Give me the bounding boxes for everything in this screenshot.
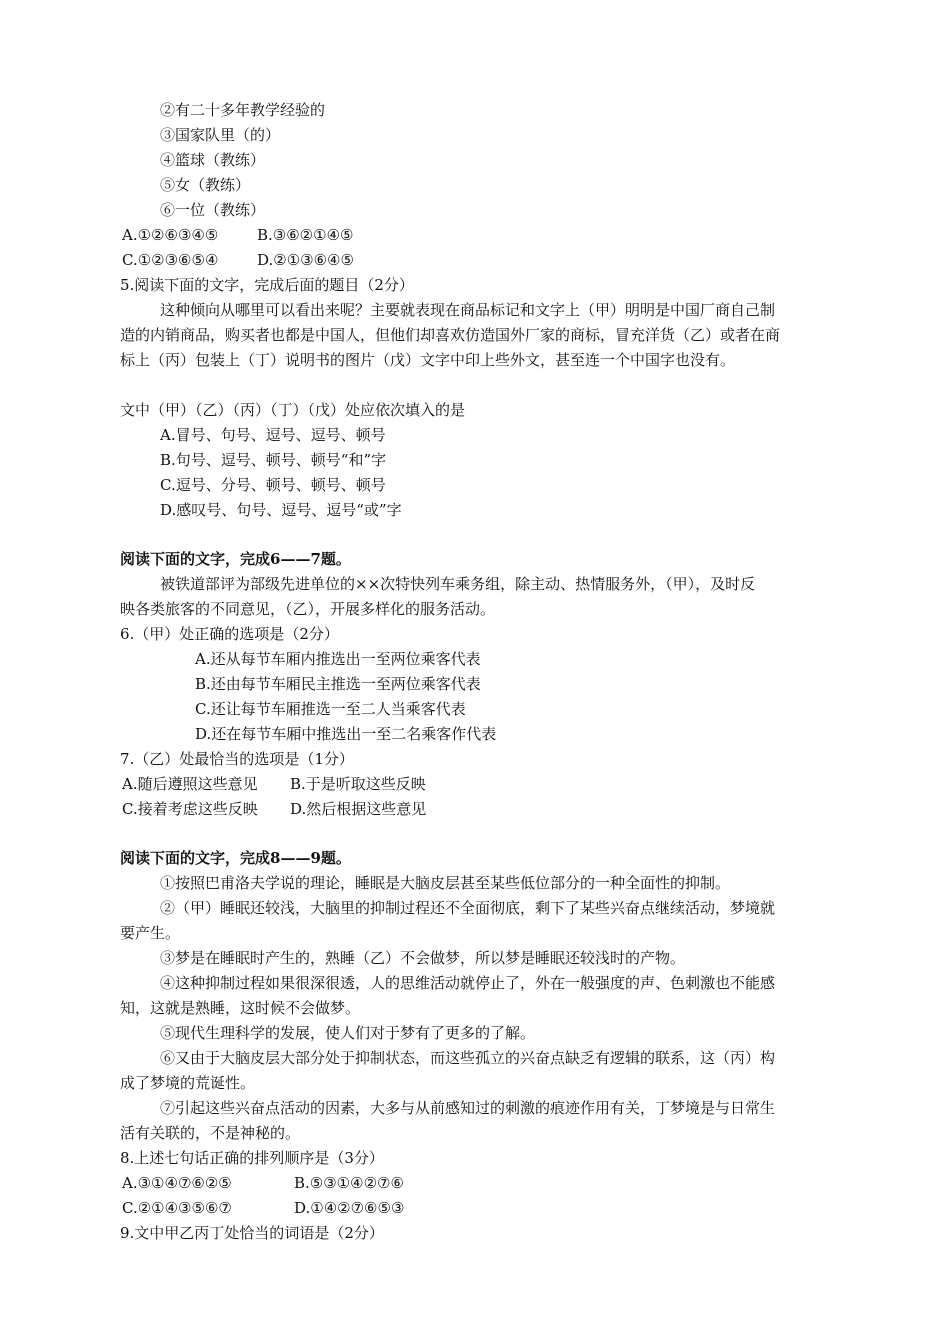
sec89-passage-line: 活有关联的，不是神秘的。	[120, 1124, 301, 1142]
q5-stem: 文中（甲）（乙）（丙）（丁）（戊）处应依次填入的是	[120, 401, 466, 419]
q4-options-row	[122, 223, 353, 248]
q9-stem: 9.文中甲乙丙丁处恰当的词语是（2分）	[120, 1224, 384, 1242]
q7-option-a: A.随后遵照这些意见	[122, 775, 258, 793]
sec89-passage-line: ⑥又由于大脑皮层大部分处于抑制状态，而这些孤立的兴奋点缺乏有逻辑的联系，这（丙）构	[160, 1049, 776, 1067]
q4-option-d: D.②①③⑥④⑤	[257, 251, 354, 269]
q8-option-b: B.⑤③①④②⑦⑥	[294, 1174, 404, 1192]
q7-stem: 7.（乙）处最恰当的选项是（1分）	[120, 750, 354, 768]
sec89-passage-line: ④这种抑制过程如果很深很透，人的思维活动就停止了，外在一般强度的声、色刺激也不能感	[160, 974, 776, 992]
q4-option-c: C.①②③⑥⑤④	[122, 251, 219, 269]
q8-options-row	[122, 1171, 404, 1196]
q5-passage-line: 这种倾向从哪里可以看出来呢？主要就表现在商品标记和文字上（甲）明明是中国厂商自己制	[160, 301, 776, 319]
q4-option-b: B.③⑥②①④⑤	[257, 226, 354, 244]
q6-option-d: D.还在每节车厢中推选出一至二名乘客作代表	[195, 725, 497, 743]
q8-option-d: D.①④②⑦⑥⑤③	[294, 1199, 405, 1217]
q5-option-a: A.冒号、句号、逗号、逗号、顿号	[160, 426, 386, 444]
sec89-passage-line: 要产生。	[120, 924, 181, 942]
q8-option-a: A.③①④⑦⑥②⑤	[122, 1174, 232, 1192]
q4-options-row	[122, 248, 354, 273]
sec89-passage-line: 成了梦境的荒诞性。	[120, 1074, 256, 1092]
q5-passage-line: 标上（丙）包装上（丁）说明书的图片（戊）文字中印上些外文，甚至连一个中国字也没有。	[120, 351, 736, 369]
q4-item: ⑥一位（教练）	[160, 201, 266, 219]
q4-item: ④篮球（教练）	[160, 151, 266, 169]
sec89-passage-line: ⑦引起这些兴奋点活动的因素，大多与从前感知过的刺激的痕迹作用有关，丁梦境是与日常生	[160, 1099, 776, 1117]
q4-item: ⑤女（教练）	[160, 176, 251, 194]
q5-passage-line: 造的内销商品，购买者也都是中国人，但他们却喜欢仿造国外厂家的商标，冒充洋货（乙）或者在商	[120, 326, 781, 344]
q4-item: ②有二十多年教学经验的	[160, 101, 326, 119]
q5-option-c: C.逗号、分号、顿号、顿号、顿号	[160, 476, 386, 494]
q7-option-c: C.接着考虑这些反映	[122, 800, 258, 818]
q6-option-b: B.还由每节车厢民主推选一至两位乘客代表	[195, 675, 481, 693]
q7-options-row	[122, 797, 426, 822]
q7-option-d: D.然后根据这些意见	[290, 800, 427, 818]
q8-option-c: C.②①④③⑤⑥⑦	[122, 1199, 232, 1217]
q6-option-a: A.还从每节车厢内推选出一至两位乘客代表	[195, 650, 481, 668]
sec89-passage-line: 知，这就是熟睡，这时候不会做梦。	[120, 999, 361, 1017]
sec67-passage-line: 被铁道部评为部级先进单位的××次特快列车乘务组，除主动、热情服务外，（甲），及时反	[160, 575, 756, 593]
sec89-passage-line: ⑤现代生理科学的发展，使人们对于梦有了更多的了解。	[160, 1024, 536, 1042]
q4-item: ③国家队里（的）	[160, 126, 281, 144]
sec89-passage-line: ③梦是在睡眠时产生的，熟睡（乙）不会做梦，所以梦是睡眠还较浅时的产物。	[160, 949, 686, 967]
q5-option-b: B.句号、逗号、顿号、顿号“和”字	[160, 451, 387, 469]
q7-options-row	[122, 772, 426, 797]
section-8-9-heading: 阅读下面的文字，完成8——9题。	[120, 849, 351, 867]
q5-option-d: D.感叹号、句号、逗号、逗号“或”字	[160, 501, 402, 519]
sec89-passage-line: ①按照巴甫洛夫学说的理论，睡眠是大脑皮层甚至某些低位部分的一种全面性的抑制。	[160, 874, 731, 892]
q4-option-a: A.①②⑥③④⑤	[122, 226, 219, 244]
section-6-7-heading: 阅读下面的文字，完成6——7题。	[120, 550, 351, 568]
sec89-passage-line: ②（甲）睡眠还较浅，大脑里的抑制过程还不全面彻底，剩下了某些兴奋点继续活动，梦境就	[160, 899, 776, 917]
q8-options-row	[122, 1196, 404, 1221]
q7-option-b: B.于是听取这些反映	[290, 775, 426, 793]
q6-stem: 6.（甲）处正确的选项是（2分）	[120, 625, 339, 643]
q8-stem: 8.上述七句话正确的排列顺序是（3分）	[120, 1149, 384, 1167]
q6-option-c: C.还让每节车厢推选一至二人当乘客代表	[195, 700, 466, 718]
q5-heading: 5.阅读下面的文字，完成后面的题目（2分）	[120, 276, 414, 294]
sec67-passage-line: 映各类旅客的不同意见，（乙），开展多样化的服务活动。	[120, 600, 496, 618]
